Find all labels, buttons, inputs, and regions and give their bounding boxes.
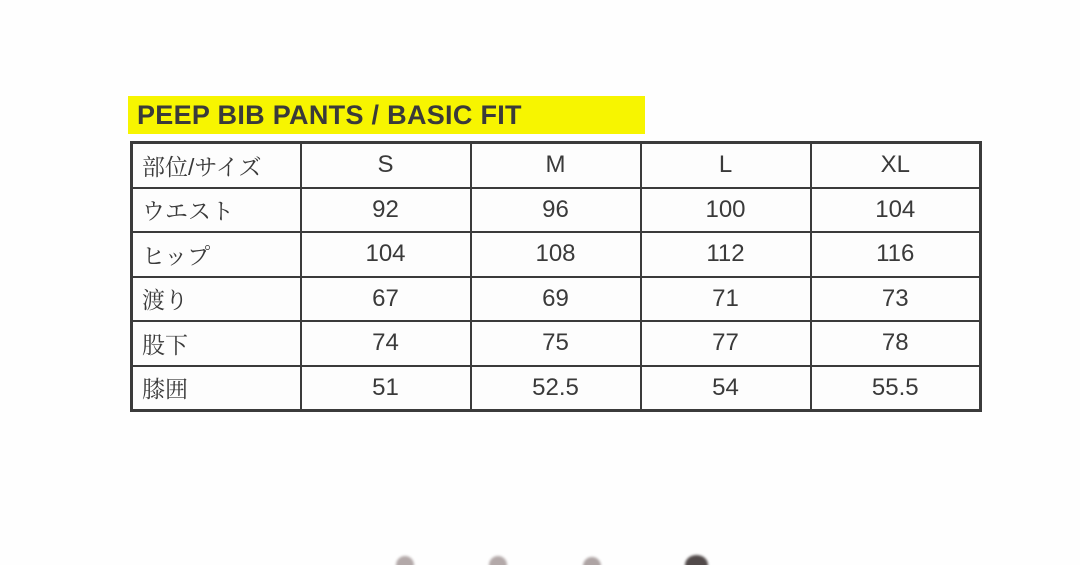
table-row-thigh [132,277,981,322]
cell-value: 116 [811,232,981,277]
cell-value: 96 [471,188,641,233]
table-row-knee [132,366,981,411]
table-row-inseam [132,321,981,366]
cell-value: 51 [301,366,471,411]
pagination-dot [583,557,601,565]
cell-value: 78 [811,321,981,366]
header-part-size: 部位/サイズ [132,143,301,188]
pagination-dot-active [685,555,708,565]
pagination-dot [396,556,414,565]
column-header-s: S [301,143,471,188]
cell-value: 52.5 [471,366,641,411]
cell-value: 71 [641,277,811,322]
cell-value: 104 [811,188,981,233]
row-label-hip: ヒップ [132,232,301,277]
column-header-l: L [641,143,811,188]
cell-value: 100 [641,188,811,233]
cell-value: 104 [301,232,471,277]
row-label-waist: ウエスト [132,188,301,233]
row-label-thigh: 渡り [132,277,301,322]
page-title: PEEP BIB PANTS / BASIC FIT [137,99,522,130]
table-row-waist [132,188,981,233]
size-chart-table [130,141,982,412]
row-label-inseam: 股下 [132,321,301,366]
cell-value: 54 [641,366,811,411]
cell-value: 92 [301,188,471,233]
cell-value: 67 [301,277,471,322]
title-highlight-bar [128,96,645,134]
column-header-xl: XL [811,143,981,188]
cell-value: 55.5 [811,366,981,411]
table-row-hip [132,232,981,277]
row-label-knee: 膝囲 [132,366,301,411]
table-header-row [132,143,981,188]
cell-value: 69 [471,277,641,322]
cell-value: 73 [811,277,981,322]
column-header-m: M [471,143,641,188]
cell-value: 75 [471,321,641,366]
cell-value: 77 [641,321,811,366]
cell-value: 108 [471,232,641,277]
cell-value: 112 [641,232,811,277]
pagination-dot [489,556,507,565]
cell-value: 74 [301,321,471,366]
